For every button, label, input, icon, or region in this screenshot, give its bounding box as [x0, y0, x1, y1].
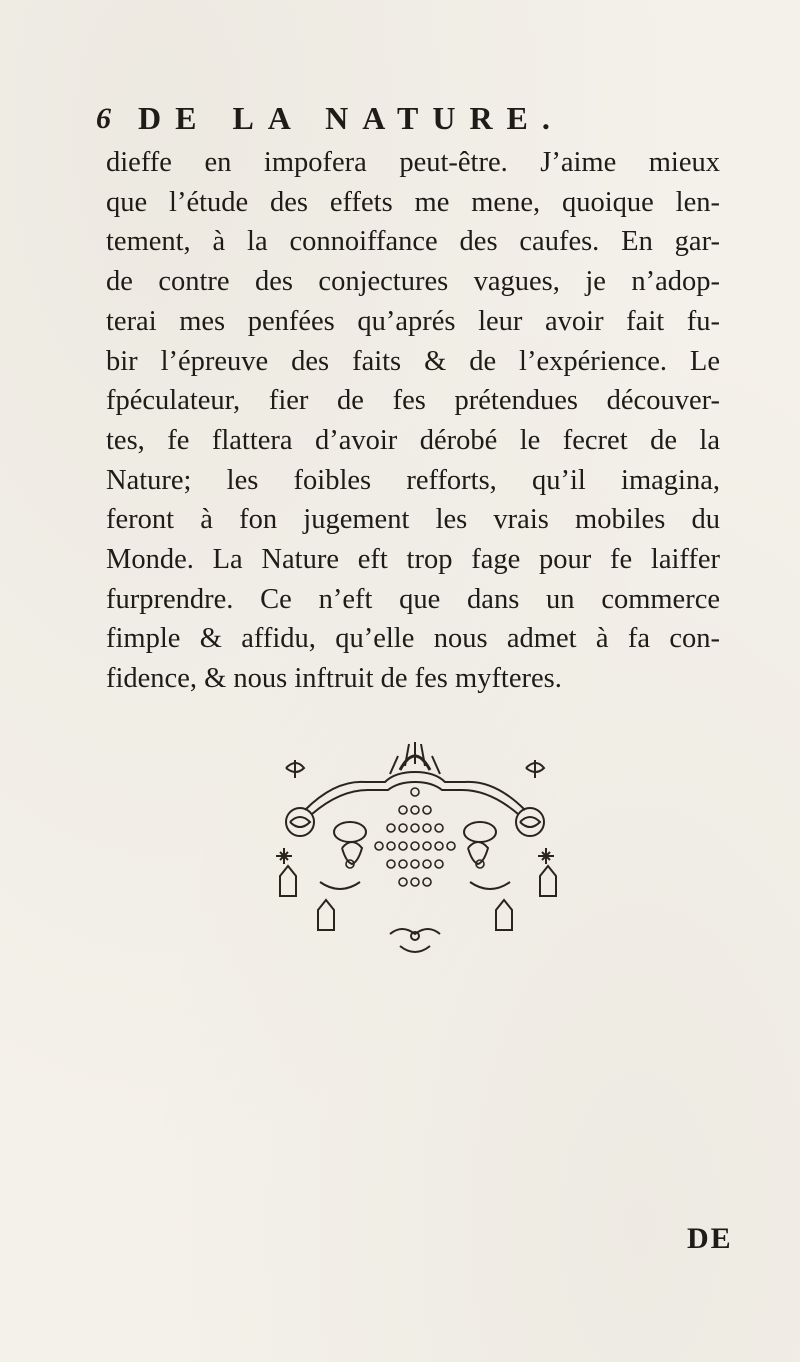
text-line: tement, à la connoiffance des caufes. En gar-	[106, 226, 720, 258]
text-line: terai mes penfées qu’aprés leur avoir fait fu-	[106, 305, 720, 337]
text-line: fidence, & nous inftruit de fes myfteres.	[106, 663, 562, 695]
running-title: DE LA NATURE.	[138, 100, 564, 136]
text-line: Monde. La Nature eft trop fage pour fe laiffer	[106, 544, 720, 576]
text-line: furprendre. Ce n’eft que dans un commerce	[106, 583, 720, 615]
text-line: dieffe en impofera peut-être. J’aime mieux	[106, 147, 720, 178]
text-line: fpéculateur, fier de fes prétendues découver-	[106, 385, 720, 417]
tailpiece-ornament-icon	[250, 740, 580, 1040]
text-line: de contre des conjectures vagues, je n’adop-	[106, 266, 720, 298]
text-line: Nature; les foibles refforts, qu’il imagina,	[106, 464, 720, 496]
text-line: bir l’épreuve des faits & de l’expérience. Le	[106, 345, 720, 377]
text-line: que l’étude des effets me mene, quoique len-	[106, 186, 720, 218]
text-line: fimple & affidu, qu’elle nous admet à fa con-	[106, 623, 720, 655]
text-line: feront à fon jugement les vrais mobiles du	[106, 504, 720, 536]
body-paragraph	[106, 143, 720, 699]
page-number: 6	[96, 102, 111, 135]
text-line: tes, fe flattera d’avoir dérobé le fecret de la	[106, 424, 720, 456]
catchword: DE	[687, 1222, 733, 1255]
page-header	[96, 96, 696, 140]
